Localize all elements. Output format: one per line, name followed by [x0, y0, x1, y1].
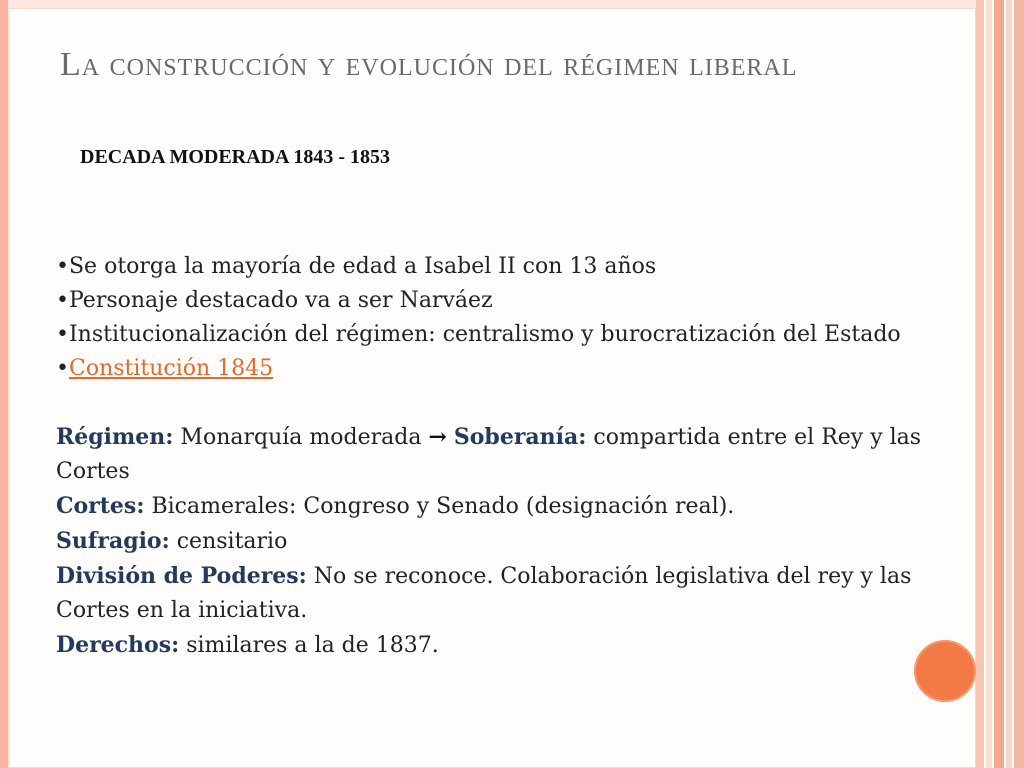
stripe: [994, 0, 1004, 768]
cortes-text: Bicamerales: Congreso y Senado (designación real).: [151, 494, 735, 519]
derechos-line: [56, 628, 976, 663]
division-line: [56, 559, 976, 628]
bullet-item: [56, 250, 976, 284]
regimen-text: Monarquía moderada: [180, 425, 422, 450]
derechos-text: similares a la de 1837.: [186, 633, 439, 658]
sufragio-line: [56, 524, 976, 559]
decorative-stripes: [976, 0, 1024, 768]
sufragio-text: censitario: [176, 529, 288, 554]
cortes-label: Cortes:: [56, 493, 145, 519]
stripe: [976, 0, 984, 768]
left-border: [0, 0, 8, 768]
bullet-text: Se otorga la mayoría de edad a Isabel II con 13 años: [68, 254, 657, 279]
bullet-item: [56, 284, 976, 318]
bullet-text: Institucionalización del régimen: centralismo y burocratización del Estado: [68, 322, 901, 347]
cortes-line: [56, 489, 976, 524]
stripe: [1014, 0, 1024, 768]
stripe: [986, 0, 992, 768]
bullet-item: [56, 352, 976, 386]
regimen-line: [56, 420, 976, 489]
regimen-label: Régimen:: [56, 424, 174, 450]
bullet-item: [56, 318, 976, 352]
slide-subtitle: DECADA MODERADA 1843 - 1853: [80, 146, 390, 168]
division-text: No se reconoce. Colaboración legislativa del rey y las Cortes en la iniciativa.: [56, 564, 912, 623]
bullet-marker: •: [56, 322, 69, 347]
soberania-label: Soberanía:: [453, 424, 587, 450]
stripe: [1006, 0, 1012, 768]
soberania-text: compartida entre el Rey y las Cortes: [56, 425, 922, 484]
top-border: [8, 0, 976, 8]
division-label: División de Poderes:: [56, 563, 307, 589]
constitucion-link[interactable]: Constitución 1845: [68, 356, 274, 381]
bullet-marker: •: [56, 254, 69, 279]
sufragio-label: Sufragio:: [56, 528, 170, 554]
derechos-label: Derechos:: [56, 632, 180, 658]
bullet-marker: •: [56, 356, 69, 381]
bullet-marker: •: [56, 288, 69, 313]
arrow-icon: →: [428, 424, 447, 450]
slide-body: [56, 250, 976, 663]
slide-title: La construcción y evolución del régimen liberal: [60, 46, 798, 83]
spacer: [56, 386, 976, 420]
decorative-circle: [914, 640, 976, 702]
bullet-text: Personaje destacado va a ser Narváez: [68, 288, 493, 313]
